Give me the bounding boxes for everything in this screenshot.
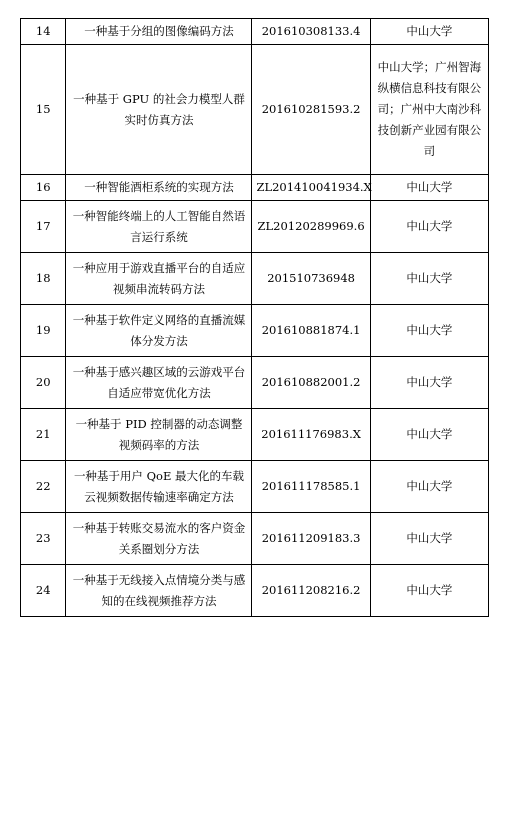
row-number-cell: 22 [21,461,66,513]
patent-owner: 中山大学 [406,375,453,389]
patent-number-cell: ZL201410041934.X [252,175,370,201]
row-number-cell: 20 [21,357,66,409]
patent-number-cell: 201510736948 [252,253,370,305]
table-row [21,45,489,175]
patent-owner-cell [370,175,488,201]
patent-title-cell [66,253,252,305]
table-row [21,409,489,461]
patent-number-cell: 201610882001.2 [252,357,370,409]
patent-owner: 中山大学；广州智海纵横信息科技有限公司；广州中大南沙科技创新产业园有限公司 [377,60,482,158]
table-row [21,357,489,409]
row-number-cell: 21 [21,409,66,461]
patent-title-cell [66,201,252,253]
patent-title: 一种智能酒柜系统的实现方法 [84,180,234,194]
patent-title: 一种基于感兴趣区域的云游戏平台自适应带宽优化方法 [72,364,246,400]
row-number-cell: 14 [21,19,66,45]
patent-number-cell: 201610281593.2 [252,45,370,175]
row-number-cell: 15 [21,45,66,175]
patent-owner-cell [370,409,488,461]
patent-title: 一种应用于游戏直播平台的自适应视频串流转码方法 [72,260,246,296]
patent-owner-cell [370,513,488,565]
patent-owner: 中山大学 [406,24,453,38]
patent-title-cell [66,357,252,409]
patent-title-cell [66,45,252,175]
patent-owner-cell [370,19,488,45]
patent-owner-cell [370,45,488,175]
patent-number-cell: 201610308133.4 [252,19,370,45]
patent-number-cell: 201611176983.X [252,409,370,461]
patent-owner-cell [370,305,488,357]
row-number-cell: 24 [21,565,66,617]
patent-title-cell [66,19,252,45]
patent-title: 一种基于软件定义网络的直播流媒体分发方法 [72,312,246,348]
patent-title: 一种基于转账交易流水的客户资金关系圈划分方法 [72,520,246,556]
patent-owner: 中山大学 [406,271,453,285]
table-row [21,201,489,253]
patent-title: 一种基于用户 QoE 最大化的车载云视频数据传输速率确定方法 [73,468,244,504]
patent-owner: 中山大学 [406,583,453,597]
row-number-cell: 23 [21,513,66,565]
patent-owner-cell [370,461,488,513]
table-row [21,305,489,357]
patent-title-cell [66,461,252,513]
row-number-cell: 19 [21,305,66,357]
patent-owner-cell [370,201,488,253]
row-number-cell: 17 [21,201,66,253]
row-number-cell: 16 [21,175,66,201]
table-row [21,513,489,565]
patent-number-cell: 201610881874.1 [252,305,370,357]
patent-title: 一种基于无线接入点情境分类与感知的在线视频推荐方法 [72,572,246,608]
patent-table [20,18,489,617]
patent-table-body [21,19,489,617]
patent-owner-cell [370,253,488,305]
patent-title-cell [66,409,252,461]
patent-number-cell: ZL20120289969.6 [252,201,370,253]
patent-title: 一种基于 GPU 的社会力模型人群实时仿真方法 [73,91,245,127]
row-number-cell: 18 [21,253,66,305]
patent-title-cell [66,565,252,617]
patent-owner: 中山大学 [406,531,453,545]
patent-owner: 中山大学 [406,427,453,441]
table-row [21,461,489,513]
patent-title: 一种基于 PID 控制器的动态调整视频码率的方法 [75,416,243,452]
patent-owner: 中山大学 [406,479,453,493]
patent-title: 一种基于分组的图像编码方法 [84,24,234,38]
patent-number-cell: 201611178585.1 [252,461,370,513]
patent-number-cell: 201611209183.3 [252,513,370,565]
patent-title-cell [66,175,252,201]
table-row [21,175,489,201]
table-row [21,565,489,617]
patent-owner-cell [370,565,488,617]
patent-title: 一种智能终端上的人工智能自然语言运行系统 [72,208,246,244]
patent-owner: 中山大学 [406,219,453,233]
patent-owner: 中山大学 [406,180,453,194]
table-row [21,19,489,45]
patent-owner: 中山大学 [406,323,453,337]
table-row [21,253,489,305]
patent-owner-cell [370,357,488,409]
patent-title-cell [66,305,252,357]
patent-number-cell: 201611208216.2 [252,565,370,617]
patent-title-cell [66,513,252,565]
